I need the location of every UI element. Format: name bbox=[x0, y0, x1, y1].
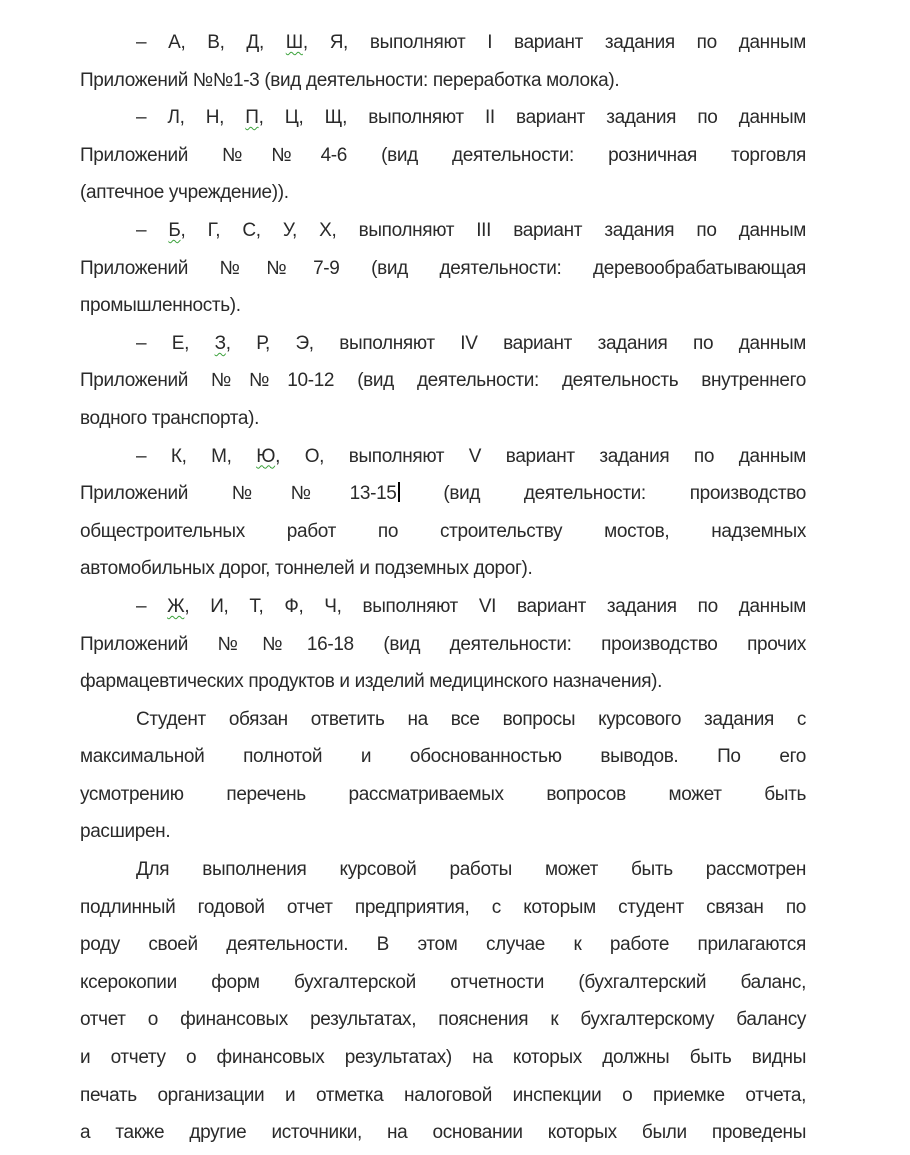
text-run: – А, В, Д, bbox=[136, 32, 286, 53]
paragraph bbox=[80, 851, 806, 1152]
text-line bbox=[80, 250, 806, 288]
text-run: ксерокопии форм бухгалтерской отчетности (бухгалтерский баланс, bbox=[80, 971, 806, 993]
text-run: водного транспорта). bbox=[80, 407, 260, 429]
text-run: промышленность). bbox=[80, 295, 241, 317]
spellcheck-flagged-word[interactable]: З bbox=[214, 332, 226, 354]
text-run: Приложений №№1-3 (вид деятельности: переработка молока). bbox=[80, 69, 620, 91]
text-line bbox=[80, 663, 806, 701]
spellcheck-flagged-word[interactable]: Ш bbox=[285, 32, 303, 53]
text-run: (аптечное учреждение)). bbox=[80, 182, 289, 204]
text-run: Приложений №№16-18 (вид деятельности: производство прочих bbox=[80, 633, 806, 655]
list-item bbox=[80, 438, 806, 588]
text-line bbox=[80, 362, 806, 400]
text-line bbox=[80, 513, 806, 551]
text-line bbox=[80, 1077, 806, 1115]
text-run: – Е, bbox=[136, 332, 215, 354]
text-run: – bbox=[136, 219, 169, 241]
text-run: – Л, Н, bbox=[136, 107, 246, 129]
text-line bbox=[80, 1039, 806, 1077]
text-run: Приложений №№4-6 (вид деятельности: розничная торговля bbox=[80, 144, 806, 166]
text-line bbox=[80, 738, 806, 776]
text-run: а также другие источники, на основании которых были проведены bbox=[80, 1122, 806, 1144]
text-line bbox=[80, 400, 806, 438]
spellcheck-flagged-word[interactable]: Ю bbox=[256, 445, 276, 467]
text-run: Студент обязан ответить на все вопросы курсового задания с bbox=[136, 708, 806, 730]
text-line bbox=[80, 588, 806, 626]
list-item bbox=[80, 212, 806, 325]
text-run: печать организации и отметка налоговой инспекции о приемке отчета, bbox=[80, 1084, 806, 1106]
text-line bbox=[80, 964, 806, 1002]
text-line bbox=[80, 1001, 806, 1039]
text-line bbox=[80, 287, 806, 325]
text-run: , Г, С, У, Х, выполняют III вариант задания по данным bbox=[180, 219, 806, 241]
text-run: усмотрению перечень рассматриваемых вопросов может быть bbox=[80, 783, 806, 805]
text-line bbox=[80, 1114, 806, 1152]
text-run: расширен. bbox=[80, 821, 171, 843]
text-run: Приложений №№13-15 bbox=[80, 483, 397, 505]
text-run: автомобильных дорог, тоннелей и подземных дорог). bbox=[80, 558, 533, 580]
text-run: Приложений №№7-9 (вид деятельности: деревообрабатывающая bbox=[80, 257, 806, 279]
text-line bbox=[80, 325, 806, 363]
text-run: (вид деятельности: производство bbox=[399, 483, 807, 505]
list-item bbox=[80, 325, 806, 438]
text-line bbox=[80, 24, 806, 62]
text-run: роду своей деятельности. В этом случае к работе прилагаются bbox=[80, 934, 806, 956]
text-run: , И, Т, Ф, Ч, выполняют VI вариант задания по данным bbox=[184, 595, 806, 617]
spellcheck-flagged-word[interactable]: Б bbox=[168, 219, 181, 241]
text-line bbox=[80, 701, 806, 739]
paragraph bbox=[80, 701, 806, 851]
list-item bbox=[80, 588, 806, 701]
text-line bbox=[80, 438, 806, 476]
text-line bbox=[80, 813, 806, 851]
text-run: – К, М, bbox=[136, 445, 257, 467]
text-run: Для выполнения курсовой работы может быть рассмотрен bbox=[136, 859, 806, 881]
spellcheck-flagged-word[interactable]: Ж bbox=[167, 595, 185, 617]
text-run: , Ц, Щ, выполняют II вариант задания по данным bbox=[258, 107, 806, 129]
text-line bbox=[80, 475, 806, 513]
text-run: подлинный годовой отчет предприятия, с которым студент связан по bbox=[80, 896, 806, 918]
spellcheck-flagged-word[interactable]: П bbox=[245, 107, 259, 129]
text-run: , О, выполняют V вариант задания по данным bbox=[275, 445, 806, 467]
text-line bbox=[80, 62, 806, 100]
text-run: отчет о финансовых результатах, пояснения к бухгалтерскому балансу bbox=[80, 1009, 806, 1031]
text-line bbox=[80, 626, 806, 664]
text-run: максимальной полнотой и обоснованностью выводов. По его bbox=[80, 746, 806, 768]
text-run: , Я, выполняют I вариант задания по данным bbox=[302, 32, 806, 53]
text-run: – bbox=[136, 595, 168, 617]
text-line bbox=[80, 212, 806, 250]
text-run: , Р, Э, выполняют IV вариант задания по данным bbox=[225, 332, 807, 354]
text-line bbox=[80, 926, 806, 964]
text-line bbox=[80, 99, 806, 137]
text-run: и отчету о финансовых результатах) на которых должны быть видны bbox=[80, 1047, 806, 1069]
document-body[interactable] bbox=[80, 24, 806, 1152]
text-run: фармацевтических продуктов и изделий медицинского назначения). bbox=[80, 671, 663, 693]
text-line bbox=[80, 889, 806, 927]
text-line bbox=[80, 174, 806, 212]
text-line bbox=[80, 137, 806, 175]
text-line bbox=[80, 776, 806, 814]
text-line bbox=[80, 550, 806, 588]
list-item bbox=[80, 24, 806, 99]
list-item bbox=[80, 99, 806, 212]
text-run: общестроительных работ по строительству мостов, надземных bbox=[80, 520, 806, 542]
text-line bbox=[80, 851, 806, 889]
text-run: Приложений №№10-12 (вид деятельности: деятельность внутреннего bbox=[80, 370, 806, 392]
